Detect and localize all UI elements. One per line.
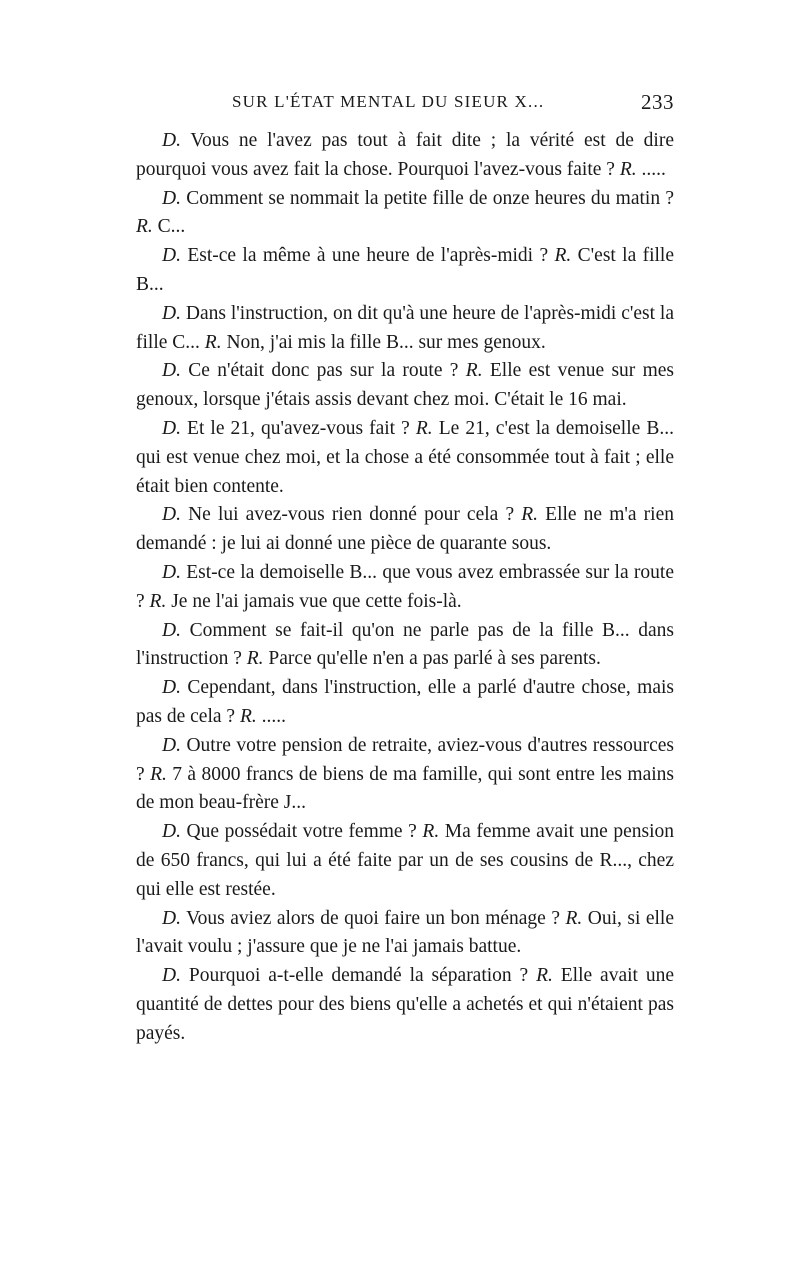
question-text: Vous ne l'avez pas tout à fait dite ; la vérité est de dire pourquoi vous avez fait la chose. Pourquoi l'avez-vous faite ?	[136, 130, 674, 180]
question-text: Est-ce la même à une heure de l'après-midi ?	[180, 245, 555, 267]
dialogue-paragraph	[136, 185, 674, 243]
answer-marker: R.	[619, 158, 637, 180]
question-marker: D.	[162, 302, 181, 324]
answer-text: 7 à 8000 francs de biens de ma famille, qui sont entre les mains de mon beau-frère J...	[136, 763, 675, 814]
question-marker: D.	[162, 504, 181, 526]
question-marker: D.	[162, 965, 181, 987]
answer-text: Elle est venue sur mes genoux, lorsque j'étais assis devant chez moi. C'était le 16 mai.	[136, 360, 674, 411]
answer-marker: R.	[536, 965, 553, 987]
answer-text: .....	[636, 158, 666, 180]
running-head	[136, 92, 674, 122]
answer-marker: R.	[239, 705, 257, 727]
answer-marker: R.	[136, 216, 153, 238]
answer-text: Le 21, c'est la demoiselle B... qui est venue chez moi, et la chose a été consommée tout à fait ; elle était bien contente.	[136, 417, 674, 497]
question-marker: D.	[162, 187, 181, 209]
answer-text: Parce qu'elle n'en a pas parlé à ses parents.	[263, 648, 601, 670]
dialogue-paragraph	[136, 357, 674, 415]
question-text: Est-ce la demoiselle B... que vous avez embrassée sur la route ?	[136, 561, 674, 612]
question-marker: D.	[162, 821, 181, 843]
dialogue-paragraph	[136, 818, 674, 904]
answer-marker: R.	[565, 907, 583, 929]
answer-text: Elle avait une quantité de dettes pour des biens qu'elle a achetés et qui n'étaient pas payés.	[136, 965, 674, 1044]
answer-text: Non, j'ai mis la fille B... sur mes genoux.	[221, 331, 546, 353]
question-marker: D.	[162, 619, 181, 641]
question-marker: D.	[162, 245, 181, 267]
dialogue-paragraph	[136, 415, 674, 501]
running-title: SUR L'ÉTAT MENTAL DU SIEUR X...	[232, 92, 545, 111]
interrogation-text	[136, 127, 674, 1049]
answer-marker: R.	[149, 590, 167, 612]
question-marker: D.	[162, 561, 181, 583]
answer-marker: R.	[554, 245, 572, 267]
question-text: Dans l'instruction, on dit qu'à une heure de l'après-midi c'est la fille C...	[136, 302, 674, 353]
question-text: Ne lui avez-vous rien donné pour cela ?	[180, 504, 522, 526]
answer-text: C'est la fille B...	[136, 245, 675, 295]
dialogue-paragraph	[136, 962, 674, 1048]
answer-marker: R.	[246, 648, 264, 670]
question-text: Vous aviez alors de quoi faire un bon ménage ?	[180, 907, 566, 929]
dialogue-paragraph	[136, 501, 674, 559]
answer-marker: R.	[415, 417, 433, 439]
question-text: Comment se nommait la petite fille de onze heures du matin ?	[180, 187, 674, 209]
dialogue-paragraph	[136, 674, 674, 732]
dialogue-paragraph	[136, 300, 674, 358]
answer-marker: R.	[521, 504, 539, 526]
page-number: 233	[641, 90, 674, 114]
question-marker: D.	[162, 130, 181, 151]
question-marker: D.	[162, 907, 181, 929]
question-text: Cependant, dans l'instruction, elle a parlé d'autre chose, mais pas de cela ?	[136, 677, 674, 727]
question-marker: D.	[162, 677, 181, 699]
question-text: Que possédait votre femme ?	[180, 821, 423, 843]
answer-text: Je ne l'ai jamais vue que cette fois-là.	[166, 590, 462, 612]
answer-marker: R.	[422, 821, 440, 843]
answer-marker: R.	[150, 763, 167, 785]
dialogue-paragraph	[136, 242, 674, 300]
dialogue-paragraph	[136, 559, 674, 617]
answer-text: Oui, si elle l'avait voulu ; j'assure que je ne l'ai jamais battue.	[136, 907, 674, 958]
question-text: Comment se fait-il qu'on ne parle pas de la fille B... dans l'instruction ?	[136, 619, 674, 670]
dialogue-paragraph	[136, 617, 674, 675]
answer-text: C...	[152, 216, 186, 238]
question-text: Ce n'était donc pas sur la route ?	[180, 360, 466, 382]
answer-marker: R.	[204, 331, 222, 353]
question-marker: D.	[162, 360, 181, 382]
answer-marker: R.	[465, 360, 483, 382]
question-marker: D.	[162, 417, 181, 439]
answer-text: Elle ne m'a rien demandé : je lui ai donné une pièce de quarante sous.	[136, 504, 674, 555]
question-marker: D.	[162, 734, 181, 756]
question-text: Outre votre pension de retraite, aviez-vous d'autres ressources ?	[136, 734, 674, 785]
question-text: Et le 21, qu'avez-vous fait ?	[180, 417, 416, 439]
answer-text: Ma femme avait une pension de 650 francs, qui lui a été faite par un de ses cousins de R..., chez qui elle est restée.	[136, 821, 674, 900]
dialogue-paragraph	[136, 732, 674, 818]
answer-text: .....	[256, 705, 286, 727]
question-text: Pourquoi a-t-elle demandé la séparation ?	[180, 965, 537, 987]
dialogue-paragraph	[136, 905, 674, 963]
dialogue-paragraph	[136, 127, 674, 185]
